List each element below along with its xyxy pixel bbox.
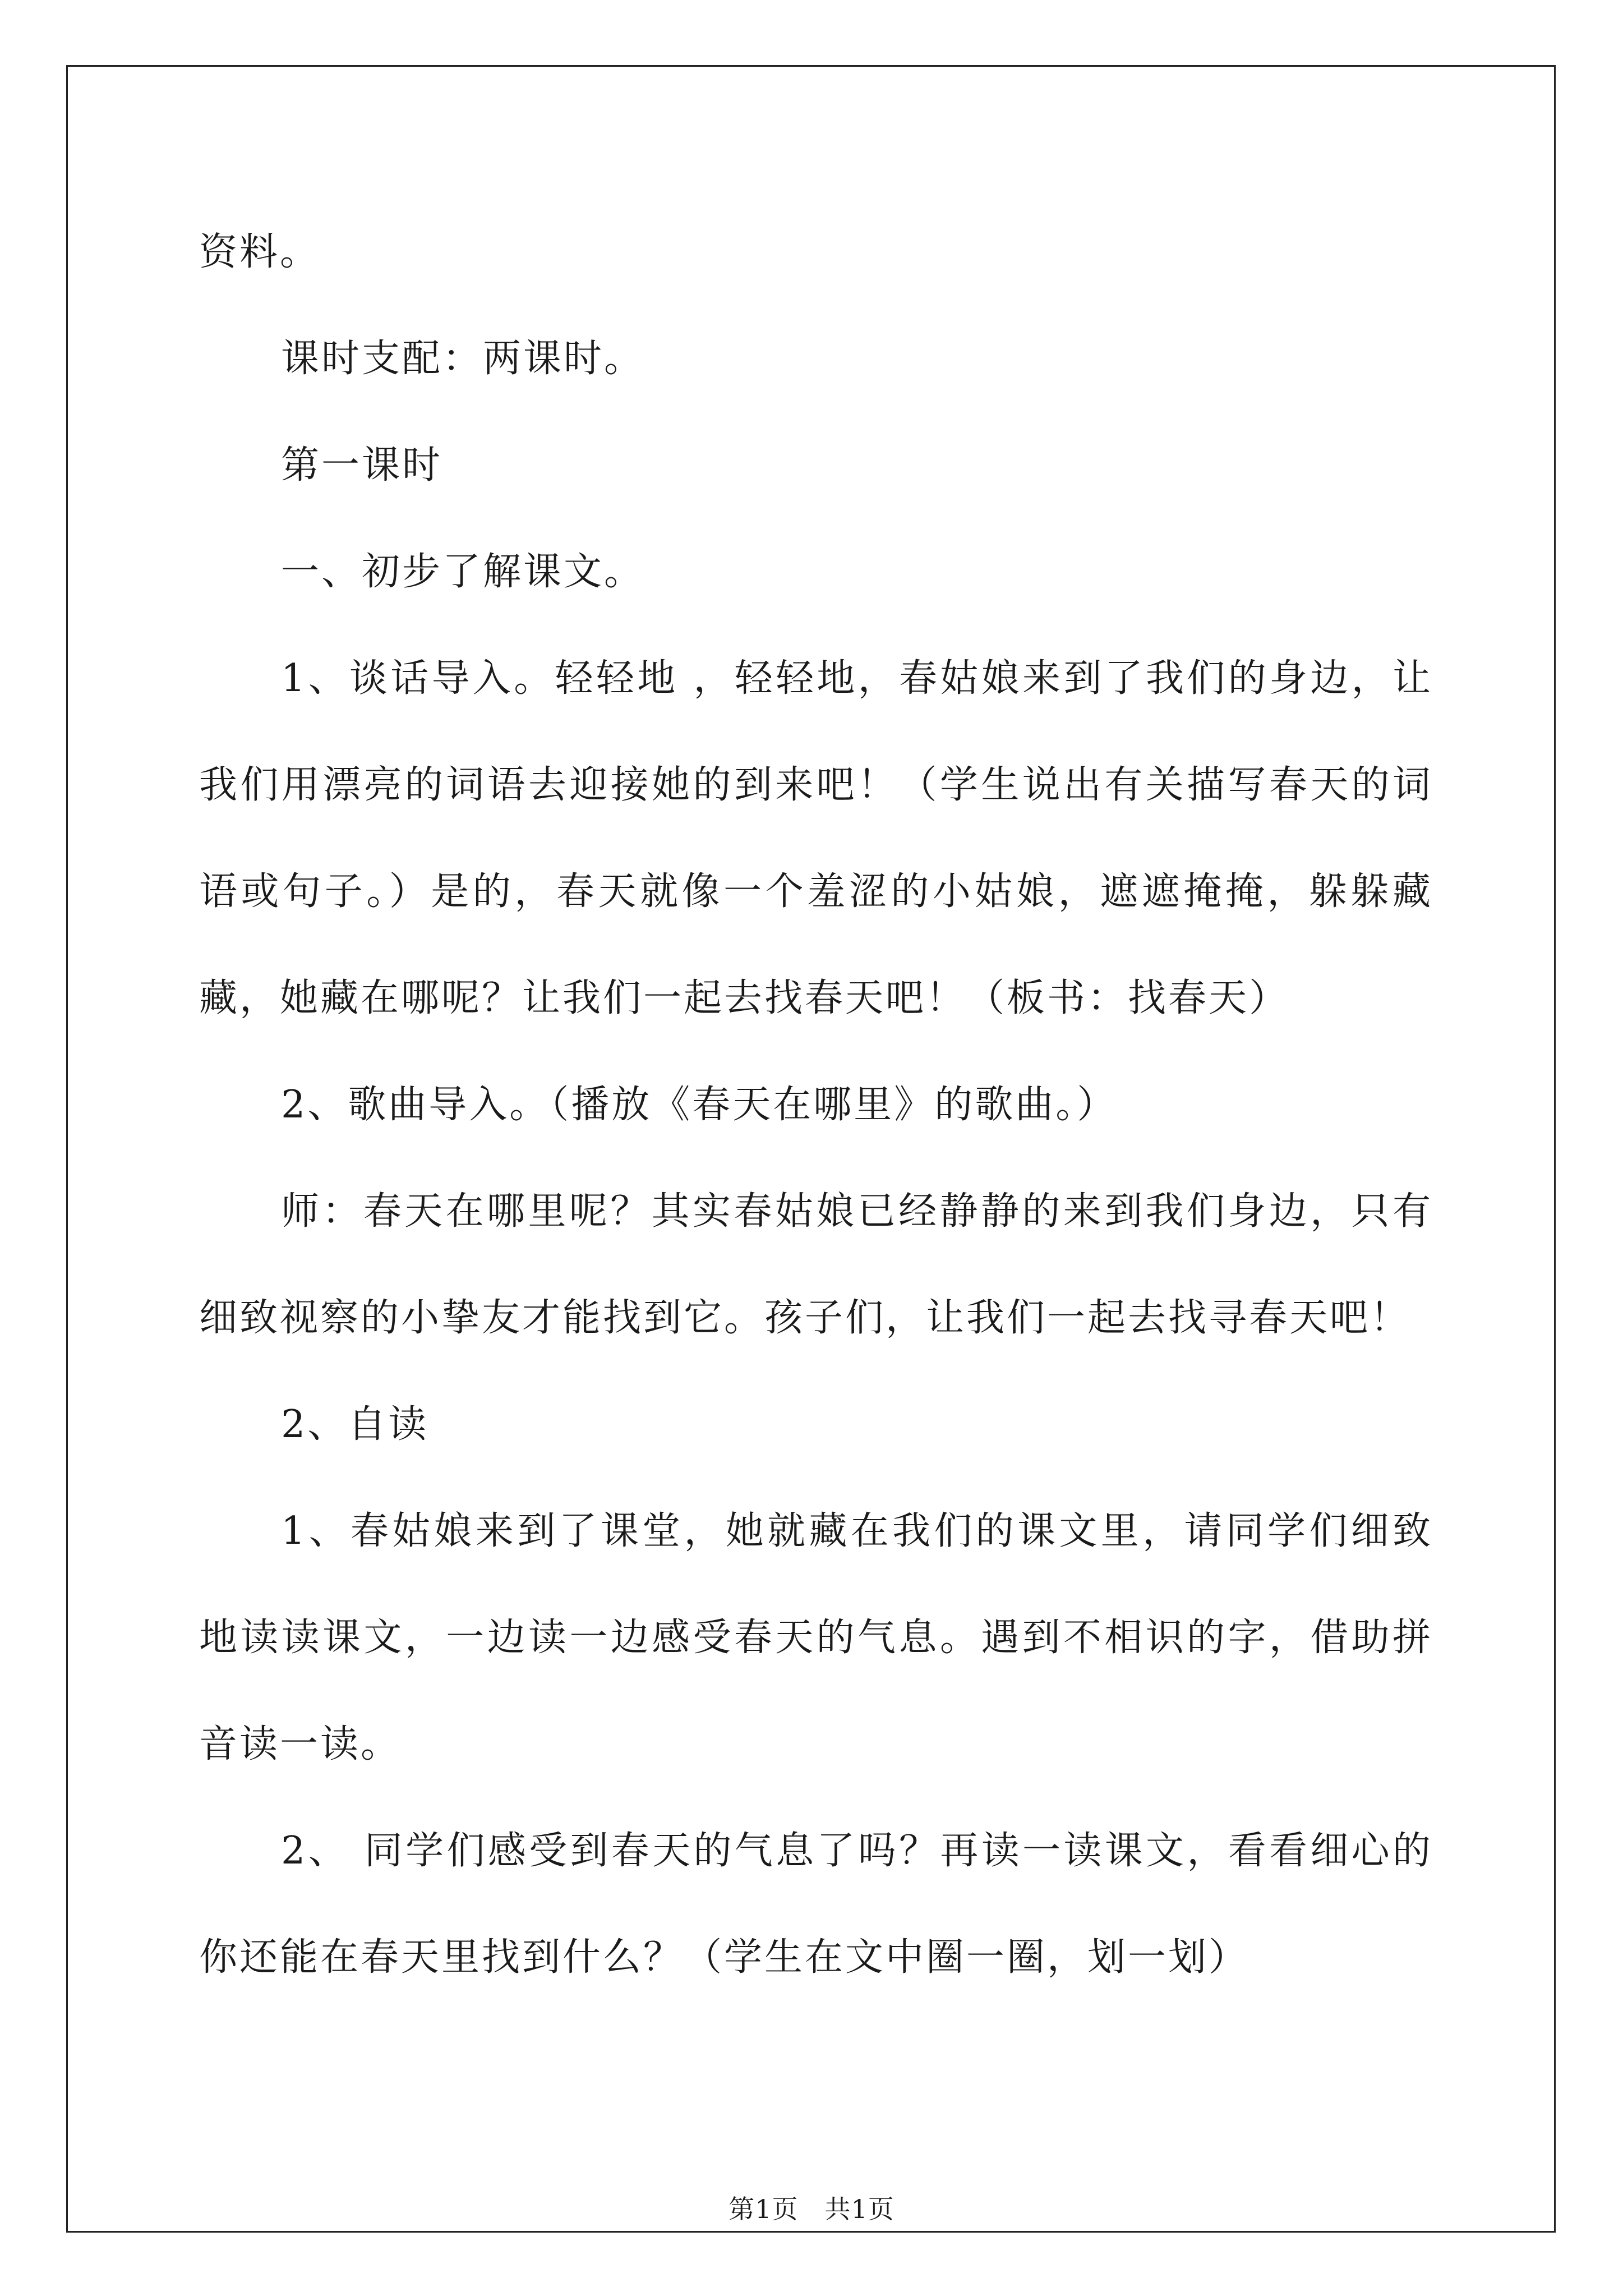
paragraph-self-reading-heading: 2、自读 — [281, 1402, 429, 1447]
paragraph-intro-song: 2、歌曲导入。（播放《春天在哪里》的歌曲。） — [281, 1083, 1118, 1127]
paragraph-continuation: 资料。 — [199, 230, 321, 274]
paragraph-section-heading: 一、初步了解课文。 — [281, 550, 645, 594]
paragraph-self-reading-step1: 1、春姑娘来到了课堂，她就藏在我们的课文里，请同学们细致地读读课文，一边读一边感受春天的气息。遇到不相识的字，借助拼音读一读。 — [199, 1509, 1433, 1766]
paragraph-lesson-heading: 第一课时 — [281, 443, 443, 487]
paragraph-schedule: 课时支配：两课时。 — [281, 337, 645, 381]
paragraph-self-reading-step2: 2、 同学们感受到春天的气息了吗？再读一读课文，看看细心的你还能在春天里找到什么？（学生在文中圈一圈，划一划） — [199, 1829, 1433, 1980]
page-number-footer: 第1页 共1页 — [728, 2194, 895, 2224]
paragraph-teacher-speech: 师：春天在哪里呢？其实春姑娘已经静静的来到我们身边，只有细致视察的小挚友才能找到它。孩子们，让我们一起去找寻春天吧！ — [199, 1189, 1433, 1340]
paragraph-intro-talk: 1、谈话导入。轻轻地 ，轻轻地，春姑娘来到了我们的身边，让我们用漂亮的词语去迎接她的到来吧！（学生说出有关描写春天的词语或句子。）是的，春天就像一个羞涩的小姑娘，遮遮掩掩，躲躲藏藏，她藏在哪呢？让我们一起去找春天吧！（板书：找春天） — [199, 656, 1433, 1020]
